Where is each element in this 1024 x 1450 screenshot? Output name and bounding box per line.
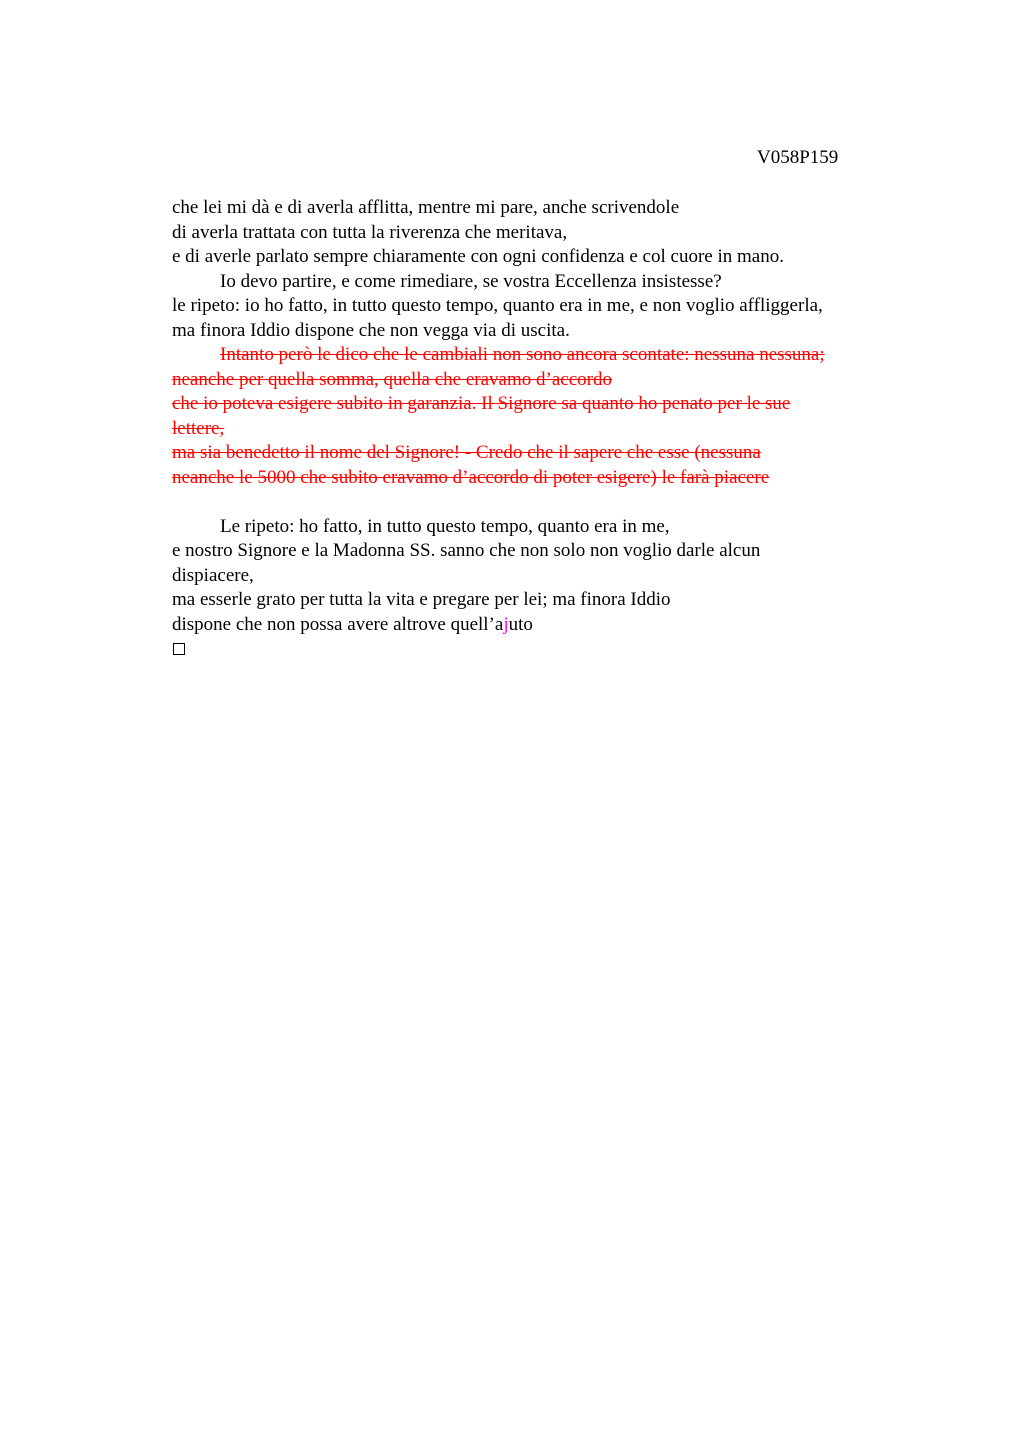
last-line-start: dispone che non possa avere altrove quell’a bbox=[172, 613, 504, 635]
page-identifier: V058P159 bbox=[757, 147, 839, 168]
deleted-line: neanche per quella somma, quella che eravamo d’accordo bbox=[172, 368, 612, 390]
letter-body bbox=[172, 196, 892, 655]
text-line: e nostro Signore e la Madonna SS. sanno che non solo non voglio darle alcun bbox=[172, 540, 761, 561]
text-line: Io devo partire, e come rimediare, se vostra Eccellenza insistesse? bbox=[220, 270, 722, 292]
deleted-line: lettere, bbox=[172, 417, 225, 439]
text-line: e di averle parlato sempre chiaramente con ogni confidenza e col cuore in mano. bbox=[172, 246, 784, 267]
deleted-line: ma sia benedetto il nome del Signore! - Credo che il sapere che esse (nessuna bbox=[172, 442, 761, 463]
text-line: le ripeto: io ho fatto, in tutto questo tempo, quanto era in me, e non voglio affliggerla, bbox=[172, 295, 823, 316]
last-line-end: uto bbox=[508, 613, 533, 635]
end-of-text-box bbox=[173, 643, 185, 655]
text-line: che lei mi dà e di averla afflitta, mentre mi pare, anche scrivendole bbox=[172, 197, 680, 218]
deleted-passage bbox=[172, 343, 892, 490]
text-line: dispiacere, bbox=[172, 564, 254, 586]
deleted-line: neanche le 5000 che subito eravamo d’accordo di poter esigere) le farà piacere bbox=[172, 466, 770, 488]
text-line: Le ripeto: ho fatto, in tutto questo tempo, quanto era in me, bbox=[220, 515, 670, 537]
highlighted-letter: j bbox=[503, 613, 509, 635]
text-line: di averla trattata con tutta la riverenza che meritava, bbox=[172, 221, 568, 243]
text-line: ma esserle grato per tutta la vita e pregare per lei; ma finora Iddio bbox=[172, 589, 671, 610]
last-text-line bbox=[172, 613, 892, 638]
blank-line bbox=[172, 490, 892, 515]
deleted-line: Intanto però le dico che le cambiali non sono ancora scontate: nessuna nessuna; bbox=[220, 344, 825, 365]
deleted-line: che io poteva esigere subito in garanzia. Il Signore sa quanto ho penato per le sue bbox=[172, 393, 791, 414]
text-line: ma finora Iddio dispone che non vegga via di uscita. bbox=[172, 319, 570, 341]
